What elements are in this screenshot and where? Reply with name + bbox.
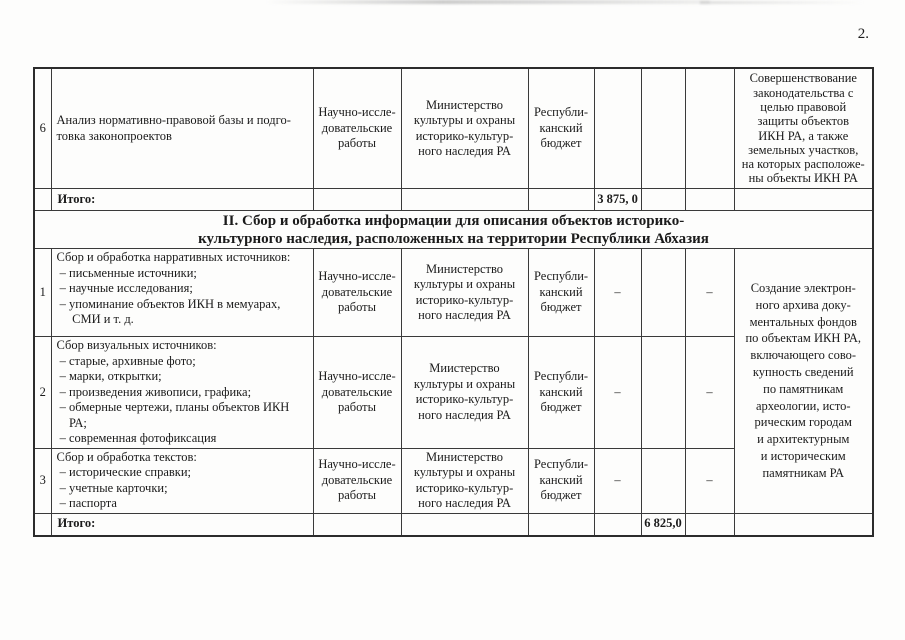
executor-cell: Миистерство культуры и охраны историко-культур- ного наследия РА (401, 337, 528, 449)
work-type-cell: Научно-иссле- довательские работы (313, 337, 401, 449)
total-label: Итого: (51, 189, 313, 211)
value-cell: – (594, 448, 641, 513)
empty-cell (401, 513, 528, 536)
section1-total-row (34, 189, 873, 211)
empty-cell (528, 189, 594, 211)
value-cell (641, 249, 685, 337)
value-cell: – (685, 249, 734, 337)
value-cell (594, 68, 641, 189)
row-number-cell: 6 (34, 68, 51, 189)
value-cell: – (594, 249, 641, 337)
expected-result-cell: Совершенствование законодательства с целью правовой защиты объектов ИКН РА, а также земельных участков, на которых расположе- ны объекты ИКН РА (734, 68, 873, 189)
total-value: 3 875, 0 (594, 189, 641, 211)
value-cell: – (685, 337, 734, 449)
executor-cell: Министерство культуры и охраны историко-культур- ного наследия РА (401, 68, 528, 189)
work-type-cell: Научно-иссле- довательские работы (313, 68, 401, 189)
row-number-cell: 3 (34, 448, 51, 513)
empty-cell (641, 189, 685, 211)
funding-source-cell: Республи- канский бюджет (528, 249, 594, 337)
task-cell: Сбор и обработка нарративных источников: – письменные источники; – научные исследования; – упоминание объектов ИКН в мемуарах, СМИ и т. д. (51, 249, 313, 337)
funding-source-cell: Республи- канский бюджет (528, 337, 594, 449)
empty-cell (685, 189, 734, 211)
total-label: Итого: (51, 513, 313, 536)
empty-cell (528, 513, 594, 536)
value-cell (685, 68, 734, 189)
executor-cell: Министерство культуры и охраны историко-культур- ного наследия РА (401, 448, 528, 513)
value-cell: – (685, 448, 734, 513)
funding-source-cell: Республи- канский бюджет (528, 68, 594, 189)
scan-artifact (265, 0, 710, 4)
empty-cell (401, 189, 528, 211)
empty-cell (313, 189, 401, 211)
value-cell: – (594, 337, 641, 449)
empty-cell (313, 513, 401, 536)
empty-cell (594, 513, 641, 536)
empty-cell (34, 189, 51, 211)
value-cell (641, 68, 685, 189)
empty-cell (734, 513, 873, 536)
total-value: 6 825,0 (641, 513, 685, 536)
expected-result-cell: Создание электрон- ного архива доку- ментальных фондов по объектам ИКН РА, включающего сово- купность сведений по памятникам археологии, исто- рическим городам и архитектурным и историческим памятникам РА (734, 249, 873, 514)
funding-source-cell: Республи- канский бюджет (528, 448, 594, 513)
section2-header-row (34, 211, 873, 249)
value-cell (641, 337, 685, 449)
task-cell: Сбор визуальных источников: – старые, архивные фото; – марки, открытки; – произведения живописи, графика; – обмерные чертежи, планы объектов ИКН РА; – современная фотофиксация (51, 337, 313, 449)
empty-cell (685, 513, 734, 536)
table-row (34, 249, 873, 337)
empty-cell (34, 513, 51, 536)
task-cell: Сбор и обработка текстов: – исторические справки; – учетные карточки; – паспорта (51, 448, 313, 513)
section-title: II. Сбор и обработка информации для описания объектов историко- культурного наследия, расположенных на территории Республики Абхазия (34, 211, 873, 249)
scan-artifact (700, 1, 865, 4)
work-type-cell: Научно-иссле- довательские работы (313, 249, 401, 337)
table-row (34, 68, 873, 189)
row-number-cell: 2 (34, 337, 51, 449)
task-cell: Анализ нормативно-правовой базы и подго- товка законопроектов (51, 68, 313, 189)
empty-cell (734, 189, 873, 211)
work-type-cell: Научно-иссле- довательские работы (313, 448, 401, 513)
section2-total-row (34, 513, 873, 536)
program-table (33, 67, 874, 537)
page-number: 2. (857, 26, 869, 42)
row-number-cell: 1 (34, 249, 51, 337)
executor-cell: Министерство культуры и охраны историко-культур- ного наследия РА (401, 249, 528, 337)
value-cell (641, 448, 685, 513)
